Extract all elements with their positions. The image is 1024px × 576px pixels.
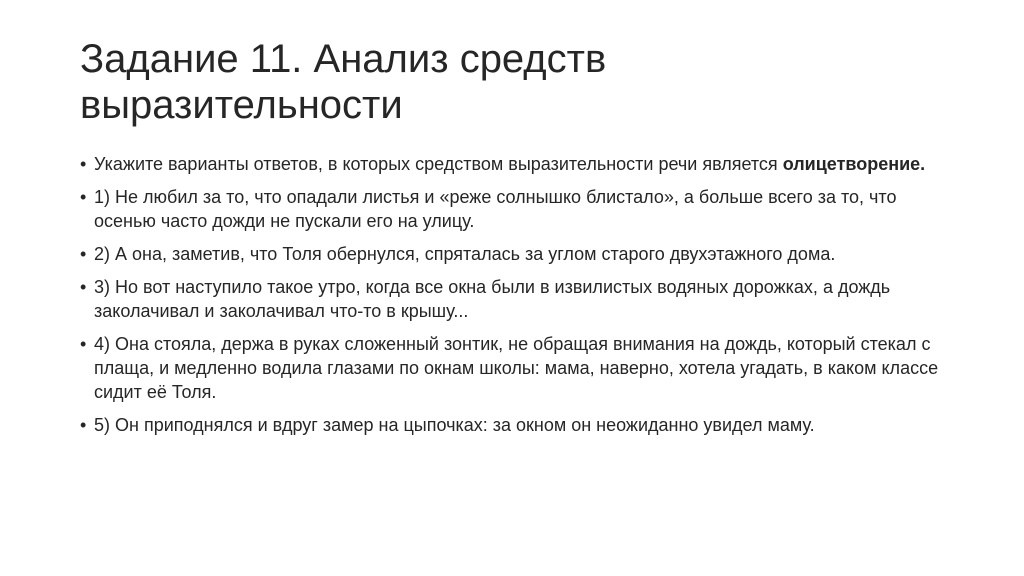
slide-title: Задание 11. Анализ средств выразительности — [80, 37, 607, 127]
bullet-option-2 — [80, 242, 954, 266]
bullet-option-1 — [80, 185, 954, 233]
option-3-text: 3) Но вот наступило такое утро, когда все окна были в извилистых водяных дорожках, а дождь заколачивал и заколачивал что-то в крышу... — [94, 277, 891, 321]
option-4-text: 4) Она стояла, держа в руках сложенный зонтик, не обращая внимания на дождь, который стекал с плаща, и медленно водила глазами по окнам школы: мама, наверно, хотела угадать, в каком классе сидит её Толя. — [94, 334, 939, 402]
instruction-text: Укажите варианты ответов, в которых средством выразительности речи является — [94, 154, 783, 174]
bullet-instruction — [80, 152, 954, 176]
bullet-option-4 — [80, 332, 954, 404]
bullet-option-5 — [80, 413, 954, 437]
instruction-emphasis: олицетворение. — [782, 154, 926, 174]
option-5-text: 5) Он приподнялся и вдруг замер на цыпочках: за окном он неожиданно увидел маму. — [94, 415, 815, 435]
option-2-text: 2) А она, заметив, что Толя обернулся, спряталась за углом старого двухэтажного дома. — [94, 244, 836, 264]
bullet-list — [80, 152, 954, 437]
option-1-text: 1) Не любил за то, что опадали листья и «реже солнышко блистало», а больше всего за то, что осенью часто дожди не пускали его на улицу. — [94, 187, 897, 231]
bullet-option-3 — [80, 275, 954, 323]
